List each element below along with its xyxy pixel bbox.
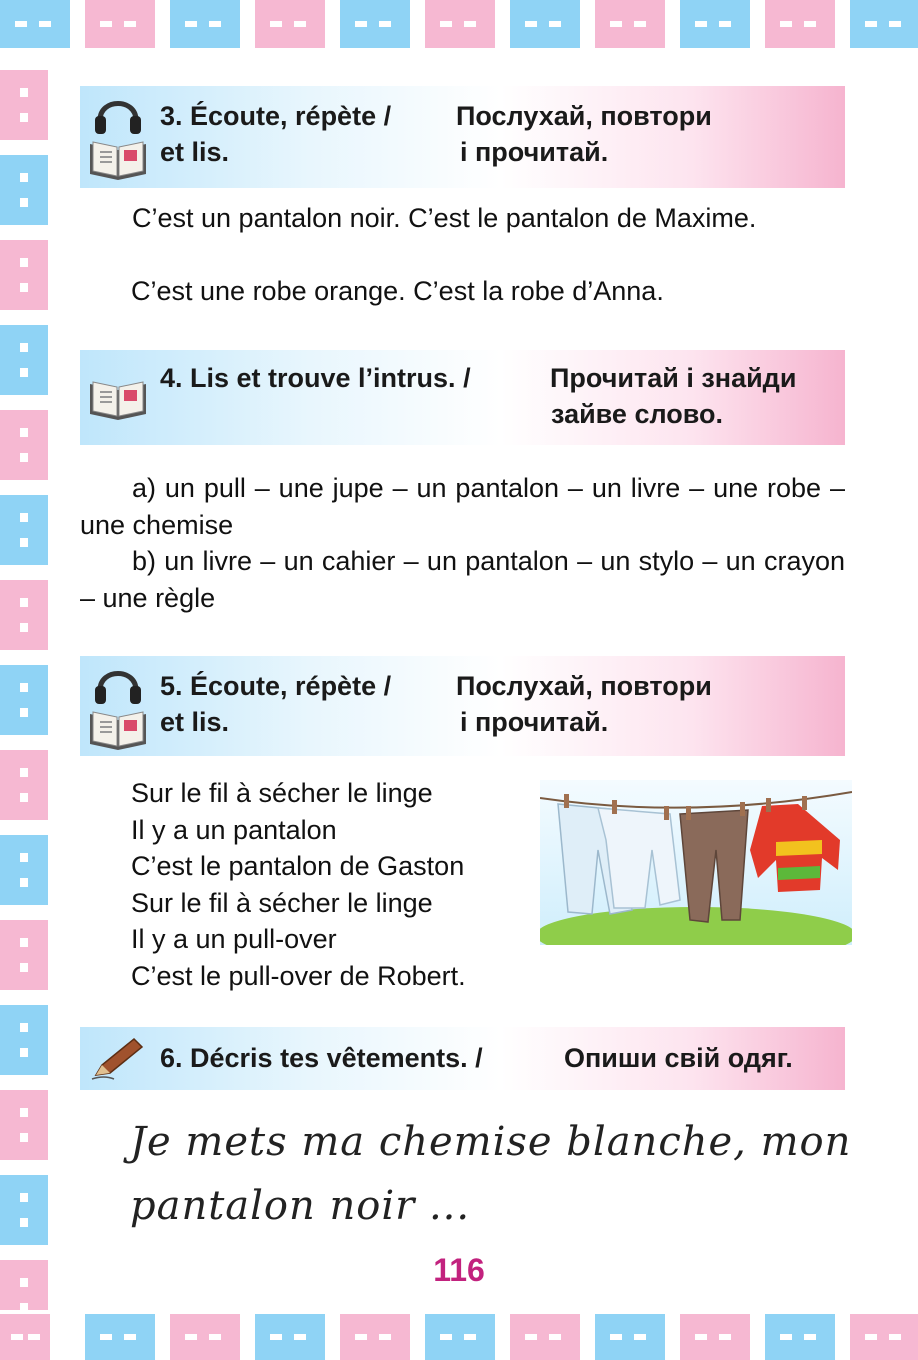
border-tile: [85, 0, 155, 48]
exercise-4-title-uk-line2: зайве слово.: [551, 399, 723, 429]
border-tile: [850, 1314, 918, 1360]
border-tile: [425, 0, 495, 48]
border-tile: [170, 0, 240, 48]
border-tile: [0, 1090, 48, 1160]
border-tile: [680, 0, 750, 48]
exercise-5-title-fr-line2: et lis.: [160, 707, 230, 737]
border-tile: [340, 1314, 410, 1360]
exercise-4-banner: [80, 350, 845, 445]
border-tile: [850, 0, 918, 48]
exercise-3-title-uk-line1: Послухай, повтори: [456, 101, 712, 131]
exercise-5-title-uk-line1: Послухай, повтори: [456, 671, 712, 701]
handwriting-line-2: pantalon noir ...: [130, 1183, 471, 1229]
exercise-3-paragraph-2: C’est une robe orange. C’est la robe d’Anna.: [131, 276, 664, 306]
exercise-6-title-fr: 6. Décris tes vêtements. /: [160, 1043, 483, 1073]
book-icon: [88, 376, 148, 420]
border-tile: [0, 325, 48, 395]
border-tile: [255, 1314, 325, 1360]
border-tile: [0, 1314, 50, 1360]
decorative-border-top: [0, 0, 918, 50]
exercise-3-banner: [80, 86, 845, 188]
border-tile: [0, 155, 48, 225]
exercise-4-title-fr: 4. Lis et trouve l’intrus. /: [160, 363, 471, 393]
border-tile: [0, 920, 48, 990]
exercise-3-title-fr-line2: et lis.: [160, 137, 230, 167]
headphones-icon: [92, 90, 144, 136]
poem-line: Il y a un pull-over: [131, 924, 337, 954]
border-tile: [765, 0, 835, 48]
headphones-icon: [92, 660, 144, 706]
exercise-5-banner: [80, 656, 845, 756]
border-tile: [0, 410, 48, 480]
border-tile: [425, 1314, 495, 1360]
exercise-5-title-fr-line1: 5. Écoute, répète /: [160, 671, 392, 701]
exercise-6-title-uk: Опиши свій одяг.: [564, 1043, 793, 1073]
page-number: 116: [433, 1252, 485, 1288]
exercise-3-paragraph-1: C’est un pantalon noir. C’est le pantalon de Maxime.: [132, 203, 757, 233]
border-tile: [0, 1175, 48, 1245]
exercise-3-title-fr-line1: 3. Écoute, répète /: [160, 101, 392, 131]
border-tile: [170, 1314, 240, 1360]
book-icon: [88, 706, 148, 750]
poem-line: Sur le fil à sécher le linge: [131, 778, 433, 808]
book-icon: [88, 136, 148, 180]
border-tile: [765, 1314, 835, 1360]
border-tile: [0, 495, 48, 565]
handwriting-line-1: Je mets ma chemise blanche, mon: [130, 1119, 852, 1165]
border-tile: [0, 835, 48, 905]
border-tile: [510, 0, 580, 48]
poem-line: C’est le pull-over de Robert.: [131, 961, 466, 991]
border-tile: [0, 580, 48, 650]
border-tile: [595, 0, 665, 48]
border-tile: [0, 665, 48, 735]
border-tile: [595, 1314, 665, 1360]
clothesline-illustration: [540, 780, 852, 945]
exercise-3-title-uk-line2: і прочитай.: [460, 137, 609, 167]
border-tile: [255, 0, 325, 48]
exercise-4-title-uk-line1: Прочитай і знайди: [550, 363, 797, 393]
border-tile: [340, 0, 410, 48]
exercise-4-item-a: a) un pull – une jupe – un pantalon – un livre – une robe – une chemise: [80, 473, 845, 540]
border-tile: [0, 750, 48, 820]
decorative-border-bottom: [0, 1310, 918, 1360]
border-tile: [85, 1314, 155, 1360]
poem-line: Sur le fil à sécher le linge: [131, 888, 433, 918]
border-tile: [680, 1314, 750, 1360]
border-tile: [510, 1314, 580, 1360]
pen-icon: [90, 1035, 146, 1081]
border-tile: [0, 70, 48, 140]
border-tile: [0, 240, 48, 310]
border-tile: [0, 0, 70, 48]
border-tile: [0, 1005, 48, 1075]
decorative-border-left: [0, 50, 50, 1310]
poem-line: Il y a un pantalon: [131, 815, 337, 845]
exercise-4-item-b: b) un livre – un cahier – un pantalon – un stylo – un crayon – une règle: [80, 546, 845, 613]
poem-line: C’est le pantalon de Gaston: [131, 851, 465, 881]
exercise-6-banner: [80, 1027, 845, 1090]
exercise-5-title-uk-line2: і прочитай.: [460, 707, 609, 737]
